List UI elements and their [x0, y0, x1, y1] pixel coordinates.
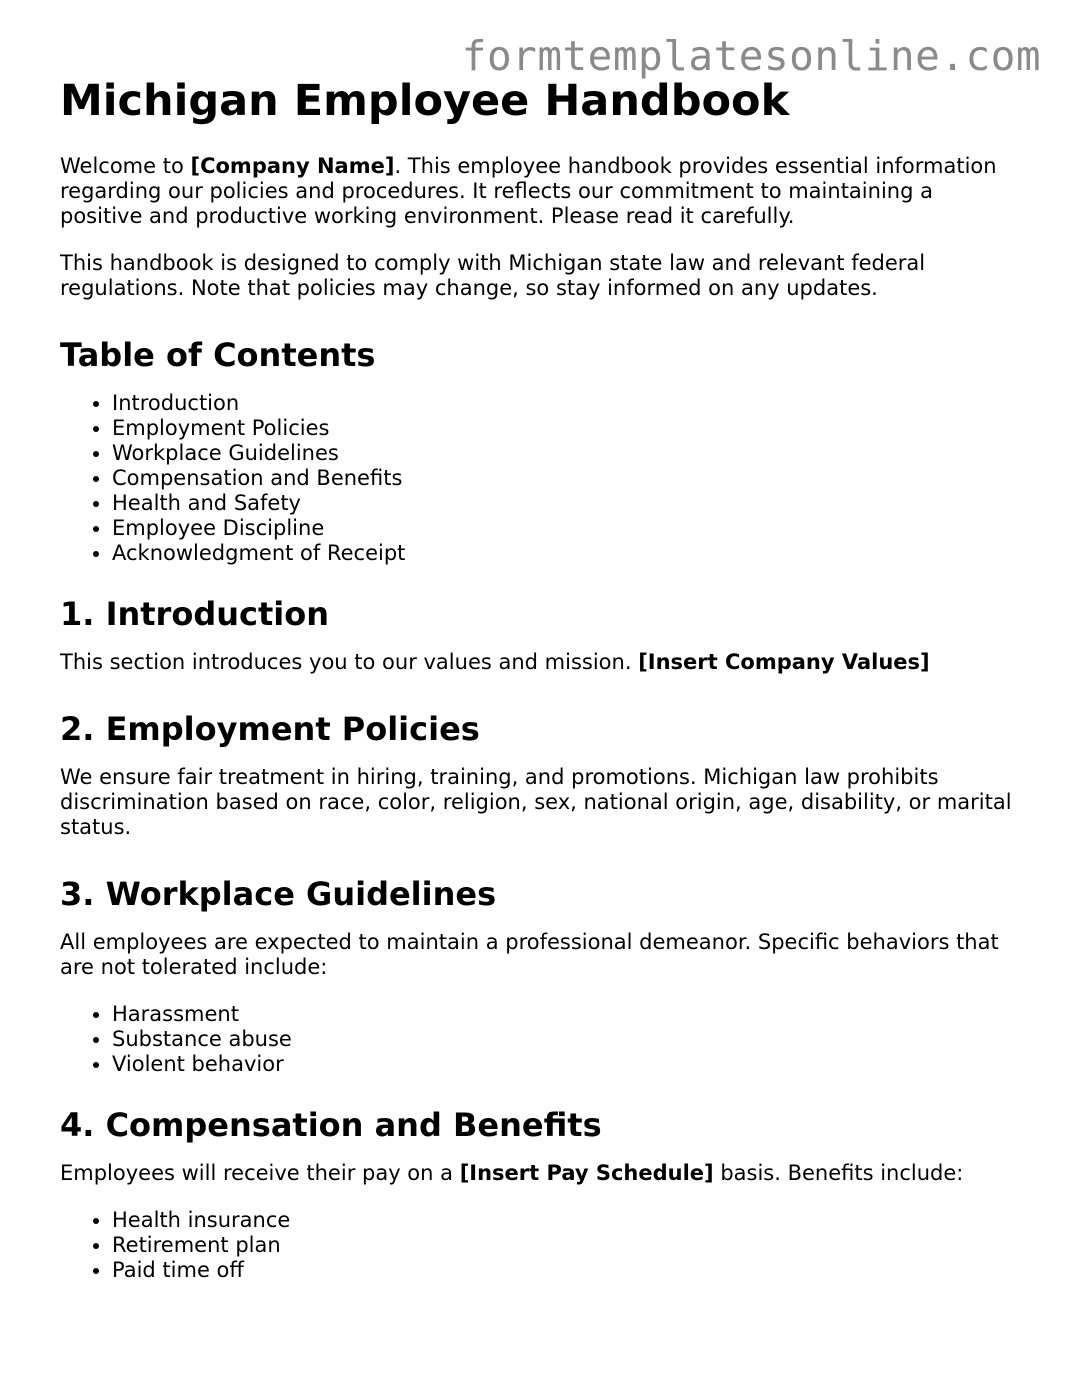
section-workplace-heading: 3. Workplace Guidelines	[60, 875, 497, 913]
section-employment-heading: 2. Employment Policies	[60, 710, 480, 748]
workplace-list	[60, 1002, 1020, 1077]
section-compensation-text: Employees will receive their pay on a [Insert Pay Schedule] basis. Benefits include:	[60, 1161, 964, 1185]
list-item: • Paid time off	[112, 1258, 1020, 1283]
section-introduction-heading: 1. Introduction	[60, 595, 329, 633]
toc-item: • Workplace Guidelines	[112, 441, 1020, 466]
intro-paragraph-2: This handbook is designed to comply with Michigan state law and relevant federal regulations. Note that policies may change, so stay informed on any updates.	[60, 251, 926, 300]
intro-paragraph-1: Welcome to [Company Name]. This employee handbook provides essential information regarding our policies and procedures. It reflects our commitment to maintaining a positive and productive working environment. Please read it carefully.	[60, 154, 997, 228]
list-item: • Harassment	[112, 1002, 1020, 1027]
toc-item: • Introduction	[112, 391, 1020, 416]
watermark: formtemplatesonline.com	[461, 32, 1041, 80]
page-title: Michigan Employee Handbook	[60, 76, 790, 126]
toc-item: • Acknowledgment of Receipt	[112, 541, 1020, 566]
benefits-list	[60, 1208, 1020, 1283]
section-workplace-text: All employees are expected to maintain a professional demeanor. Specific behaviors that are not tolerated include:	[60, 930, 999, 979]
section-introduction-text: This section introduces you to our values and mission. [Insert Company Values]	[60, 650, 930, 674]
toc-item: • Compensation and Benefits	[112, 466, 1020, 491]
toc-list	[60, 391, 1020, 566]
toc-item: • Health and Safety	[112, 491, 1020, 516]
company-name-placeholder: [Company Name]	[190, 154, 395, 178]
document-body	[60, 74, 1020, 1311]
section-compensation-heading: 4. Compensation and Benefits	[60, 1106, 602, 1144]
pay-schedule-placeholder: [Insert Pay Schedule]	[459, 1161, 714, 1185]
toc-item: • Employment Policies	[112, 416, 1020, 441]
section-employment-text: We ensure fair treatment in hiring, training, and promotions. Michigan law prohibits discrimination based on race, color, religion, sex, national origin, age, disability, or marital status.	[60, 765, 1012, 839]
toc-item: • Employee Discipline	[112, 516, 1020, 541]
list-item: • Substance abuse	[112, 1027, 1020, 1052]
list-item: • Violent behavior	[112, 1052, 1020, 1077]
company-values-placeholder: [Insert Company Values]	[638, 650, 930, 674]
list-item: • Health insurance	[112, 1208, 1020, 1233]
list-item: • Retirement plan	[112, 1233, 1020, 1258]
toc-heading: Table of Contents	[60, 336, 376, 374]
